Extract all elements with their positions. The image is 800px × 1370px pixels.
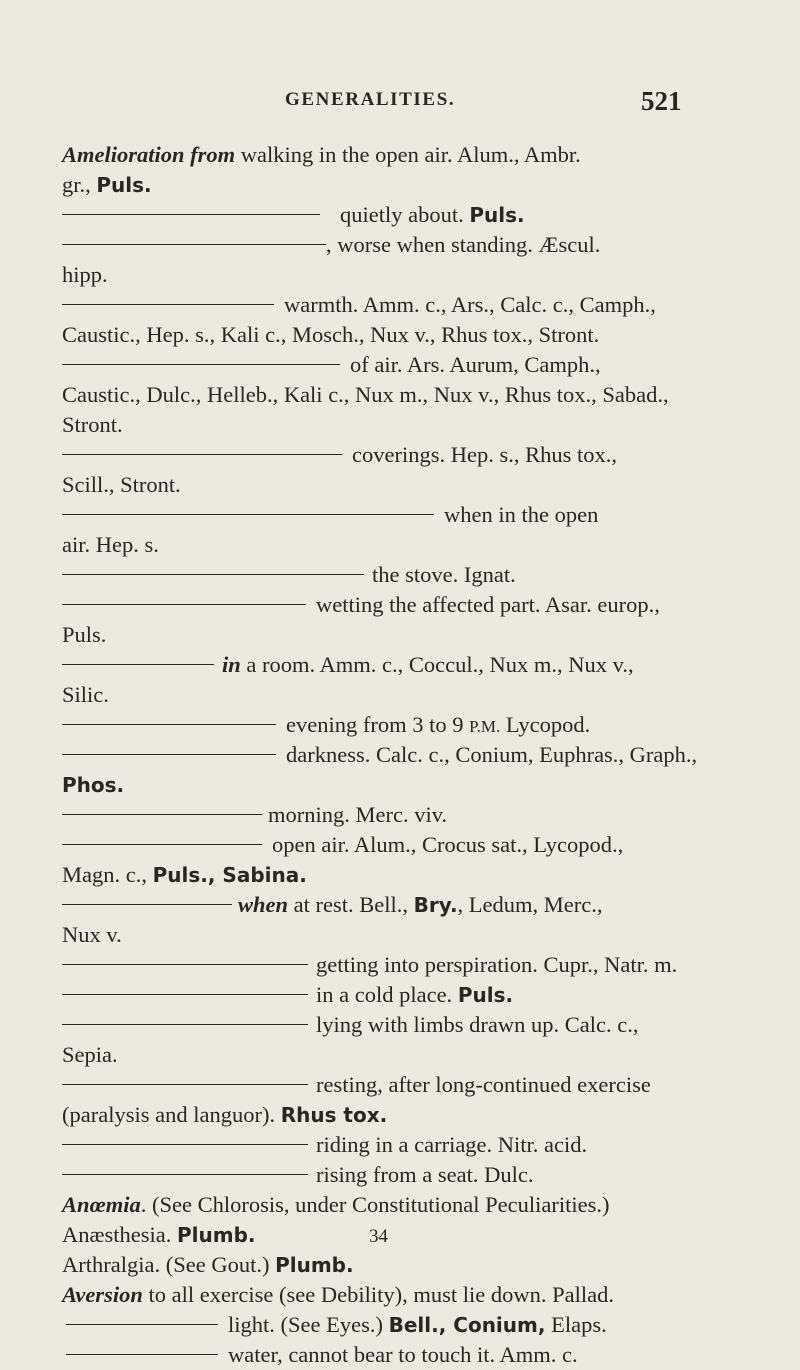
ditto-rule (62, 904, 232, 905)
line-text (326, 230, 600, 260)
text-line (62, 650, 736, 680)
text-run: Caustic., Hep. s., Kali c., Mosch., Nux v., Rhus tox., Stront. (62, 322, 600, 347)
text-run: Sepia. (62, 1042, 118, 1067)
text-run: Lycopod. (500, 712, 591, 737)
text-run: gr., (62, 172, 97, 197)
remedy-bold: Bry. (413, 893, 458, 917)
text-line (62, 1100, 736, 1130)
line-text (286, 710, 590, 742)
remedy-bold: Puls. (469, 203, 525, 227)
text-run: a room. Amm. c., Coccul., Nux m., Nux v., (240, 652, 634, 677)
line-text (316, 980, 513, 1010)
ditto-rule (62, 844, 262, 845)
text-run: to all exercise (see Debility), must lie down. Pallad. (142, 1282, 614, 1307)
text-run: riding in a carriage. Nitr. acid. (316, 1132, 588, 1157)
text-run: Caustic., Dulc., Helleb., Kali c., Nux m., Nux v., Rhus tox., Sabad., (62, 382, 669, 407)
text-line (62, 800, 736, 830)
line-text (228, 1310, 607, 1340)
line-text (284, 290, 656, 320)
text-run: Scill., Stront. (62, 472, 181, 497)
line-text (352, 440, 617, 470)
text-run: Stront. (62, 412, 123, 437)
line-text (316, 590, 660, 620)
text-line (62, 860, 736, 890)
text-line (62, 290, 736, 320)
text-line (62, 590, 736, 620)
ditto-rule (62, 1024, 308, 1025)
text-run: . (See Chlorosis, under Constitutional Peculiarities.) (140, 1192, 610, 1217)
text-run: quietly about. (340, 202, 470, 227)
text-run: morning. Merc. viv. (268, 802, 448, 827)
running-title: GENERALITIES. (285, 89, 456, 110)
text-line (62, 1070, 736, 1100)
text-line (62, 890, 736, 920)
line-text (238, 890, 603, 920)
text-run: Magn. c., (62, 862, 153, 887)
line-text (316, 1160, 533, 1190)
ditto-rule (62, 214, 320, 215)
text-run: Silic. (62, 682, 109, 707)
text-run: open air. Alum., Crocus sat., Lycopod., (272, 832, 624, 857)
remedy-bold: Bell., Conium, (388, 1313, 546, 1337)
text-line (62, 620, 736, 650)
text-run: water, cannot bear to touch it. Amm. c. (228, 1342, 578, 1367)
text-line (62, 350, 736, 380)
text-line (62, 410, 736, 440)
text-run: getting into perspiration. Cupr., Natr. m. (316, 952, 678, 977)
text-line (62, 680, 736, 710)
line-text (372, 560, 516, 590)
page-number: 521 (641, 86, 682, 116)
text-line (62, 1190, 736, 1220)
text-run: Elaps. (545, 1312, 607, 1337)
text-run: darkness. Calc. c., Conium, Euphras., Graph., (286, 742, 698, 767)
page-body (62, 140, 736, 1370)
text-line (62, 1310, 736, 1340)
remedy-bold: Phos. (62, 773, 125, 797)
text-run: light. (See Eyes.) (228, 1312, 389, 1337)
text-line (62, 740, 736, 770)
text-run: , worse when standing. Æscul. (326, 232, 601, 257)
text-run: hipp. (62, 262, 108, 287)
text-line (62, 560, 736, 590)
entry-heading: Anœmia (62, 1192, 141, 1217)
text-line (62, 920, 736, 950)
text-line (62, 1280, 736, 1310)
text-run: (paralysis and languor). (62, 1102, 281, 1127)
text-run: walking in the open air. Alum., Ambr. (235, 142, 581, 167)
text-run: resting, after long-continued exercise (316, 1072, 651, 1097)
remedy-bold: Puls. (457, 983, 514, 1007)
text-run: evening from 3 to 9 (286, 712, 470, 737)
line-text (222, 650, 634, 680)
text-line (62, 200, 736, 230)
ditto-rule (62, 994, 308, 995)
line-text (350, 350, 601, 380)
text-run: of air. Ars. Aurum, Camph., (350, 352, 601, 377)
ditto-rule (62, 244, 326, 245)
ditto-rule (62, 574, 364, 575)
ditto-rule (62, 454, 342, 455)
ditto-rule (62, 664, 214, 665)
text-line (62, 770, 736, 800)
ditto-rule (62, 304, 274, 305)
text-run: in a cold place. (316, 982, 458, 1007)
small-caps-time: P.M. (469, 717, 501, 736)
text-line (62, 140, 736, 170)
text-run: rising from a seat. Dulc. (316, 1162, 534, 1187)
line-text (272, 830, 623, 860)
text-run: Anæsthesia. (62, 1222, 177, 1247)
ditto-rule (62, 754, 276, 755)
line-text (316, 950, 677, 980)
remedy-bold: Plumb. (177, 1223, 256, 1247)
text-run: when in the open (444, 502, 599, 527)
text-line (62, 530, 736, 560)
text-line (62, 260, 736, 290)
line-text (316, 1130, 587, 1160)
remedy-bold: Plumb. (275, 1253, 354, 1277)
text-run: the stove. Ignat. (372, 562, 516, 587)
text-line (62, 1130, 736, 1160)
remedy-bold: Puls. (96, 173, 152, 197)
remedy-bold: Puls., Sabina. (152, 863, 307, 887)
text-run: lying with limbs drawn up. Calc. c., (316, 1012, 639, 1037)
text-line (62, 980, 736, 1010)
text-line (62, 1220, 736, 1250)
text-line (62, 1340, 736, 1370)
line-text (316, 1010, 638, 1040)
text-line (62, 440, 736, 470)
signature-mark: 34 (369, 1226, 388, 1247)
line-text (286, 740, 697, 770)
ditto-rule (62, 1144, 308, 1145)
ditto-rule (66, 1354, 218, 1355)
text-run: Puls. (62, 622, 107, 647)
text-line (62, 830, 736, 860)
line-text (268, 800, 447, 830)
text-run: air. Hep. s. (62, 532, 159, 557)
text-line (62, 1040, 736, 1070)
ditto-rule (62, 964, 308, 965)
text-line (62, 500, 736, 530)
text-line (62, 1250, 736, 1280)
text-line (62, 380, 736, 410)
line-text (316, 1070, 651, 1100)
text-line (62, 1160, 736, 1190)
line-text (444, 500, 598, 530)
text-run: , Ledum, Merc., (457, 892, 603, 917)
text-line (62, 320, 736, 350)
text-run: at rest. Bell., (288, 892, 414, 917)
text-line (62, 950, 736, 980)
ditto-rule (62, 1174, 308, 1175)
emphasis: in (222, 652, 241, 677)
emphasis: when (238, 892, 289, 917)
text-run: Nux v. (62, 922, 122, 947)
ditto-rule (62, 604, 306, 605)
ditto-rule (62, 364, 340, 365)
text-run: coverings. Hep. s., Rhus tox., (352, 442, 617, 467)
text-line (62, 230, 736, 260)
text-line (62, 170, 736, 200)
text-line (62, 710, 736, 740)
text-run: warmth. Amm. c., Ars., Calc. c., Camph., (284, 292, 656, 317)
page-header (0, 86, 800, 116)
text-run: wetting the affected part. Asar. europ., (316, 592, 660, 617)
entry-heading: Aversion (62, 1282, 143, 1307)
ditto-rule (62, 814, 262, 815)
text-line (62, 1010, 736, 1040)
text-run: Arthralgia. (See Gout.) (62, 1252, 276, 1277)
ditto-rule (66, 1324, 218, 1325)
remedy-bold: Rhus tox. (280, 1103, 388, 1127)
text-line (62, 470, 736, 500)
line-text (340, 200, 525, 230)
line-text (228, 1340, 578, 1370)
ditto-rule (62, 1084, 308, 1085)
entry-heading: Amelioration from (62, 142, 236, 167)
ditto-rule (62, 724, 276, 725)
ditto-rule (62, 514, 434, 515)
